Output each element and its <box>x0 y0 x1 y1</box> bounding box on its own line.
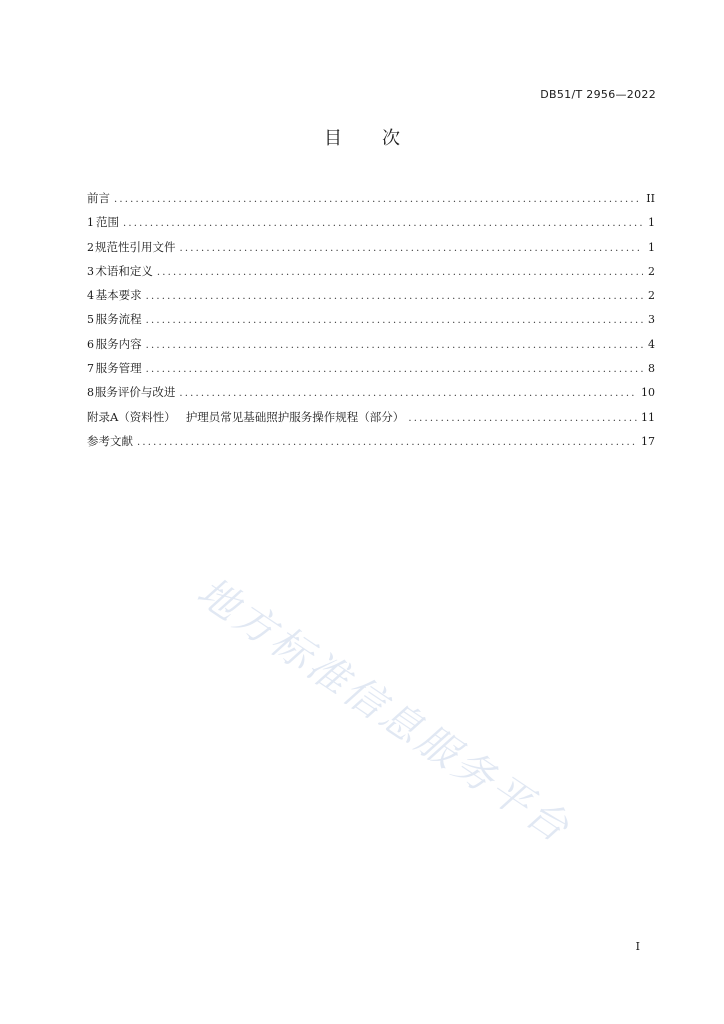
toc-entry-label: 前言 <box>87 191 110 205</box>
toc-leader-dots <box>146 285 643 309</box>
toc-entry-8[interactable] <box>87 380 655 404</box>
toc-entry-page: 1 <box>648 216 655 230</box>
toc-leader-dots <box>408 407 637 431</box>
toc-entry-page: 17 <box>641 434 655 448</box>
toc-entry-label: 术语和定义 <box>95 263 153 278</box>
appendix-designation: 附录A（资料性） <box>87 409 176 424</box>
toc-entry-number: 3 <box>87 264 94 278</box>
toc-entry-bibliography[interactable] <box>87 429 655 453</box>
toc-entry-number: 1 <box>87 216 94 230</box>
toc-entry-label: 服务内容 <box>95 336 142 351</box>
toc-entry-2[interactable] <box>87 235 655 259</box>
toc-entry-label: 参考文献 <box>87 433 133 448</box>
toc-leader-dots <box>137 431 637 455</box>
toc-entry-4[interactable] <box>87 283 655 307</box>
toc-entry-number: 4 <box>87 289 94 303</box>
toc-leader-dots <box>179 382 637 406</box>
toc-entry-number: 5 <box>87 313 94 327</box>
toc-leader-dots <box>180 237 644 261</box>
toc-leader-dots <box>146 309 643 333</box>
toc-entry-label <box>87 405 404 429</box>
toc-entry-label: 范围 <box>95 215 119 230</box>
toc-entry-page: 10 <box>641 386 655 400</box>
toc-entry-page: 2 <box>648 289 655 303</box>
toc-entry-foreword[interactable] <box>87 186 655 210</box>
toc-entry-label: 规范性引用文件 <box>95 239 176 254</box>
toc-leader-dots <box>123 212 643 236</box>
appendix-title: 护理员常见基础照护服务操作规程（部分） <box>185 409 405 424</box>
title-char-2: 次 <box>382 128 400 149</box>
toc-entry-appendix-a[interactable] <box>87 405 655 429</box>
toc-entry-page: 1 <box>648 240 655 254</box>
toc-leader-dots <box>146 358 643 382</box>
toc-leader-dots <box>114 188 642 212</box>
toc-entry-1[interactable] <box>87 210 655 234</box>
toc-entry-page: II <box>646 192 655 205</box>
toc-entry-label: 基本要求 <box>95 288 142 303</box>
title-char-1: 目 <box>324 128 342 149</box>
toc-entry-6[interactable] <box>87 332 655 356</box>
toc-entry-7[interactable] <box>87 356 655 380</box>
toc-entry-page: 11 <box>641 410 655 424</box>
toc-entry-number: 6 <box>87 337 94 351</box>
toc-entry-number: 8 <box>87 386 94 400</box>
toc-entry-page: 3 <box>648 313 655 327</box>
toc-entry-3[interactable] <box>87 259 655 283</box>
toc-entry-page: 4 <box>648 337 655 351</box>
toc-entry-label: 服务评价与改进 <box>94 385 176 400</box>
watermark-text: 地方标准信息服务平台 <box>188 568 580 853</box>
toc-entry-5[interactable] <box>87 307 655 331</box>
page-title <box>0 124 724 150</box>
toc-entry-label: 服务流程 <box>95 312 142 327</box>
toc-entry-number: 7 <box>87 362 94 376</box>
document-code: DB51/T 2956—2022 <box>540 88 656 101</box>
toc-entry-page: 8 <box>648 362 655 376</box>
toc-entry-label: 服务管理 <box>95 361 142 376</box>
toc-leader-dots <box>157 261 643 285</box>
page-number: I <box>635 940 640 953</box>
toc-entry-number: 2 <box>87 240 94 254</box>
table-of-contents <box>87 186 655 453</box>
toc-entry-page: 2 <box>648 264 655 278</box>
toc-leader-dots <box>146 334 643 358</box>
